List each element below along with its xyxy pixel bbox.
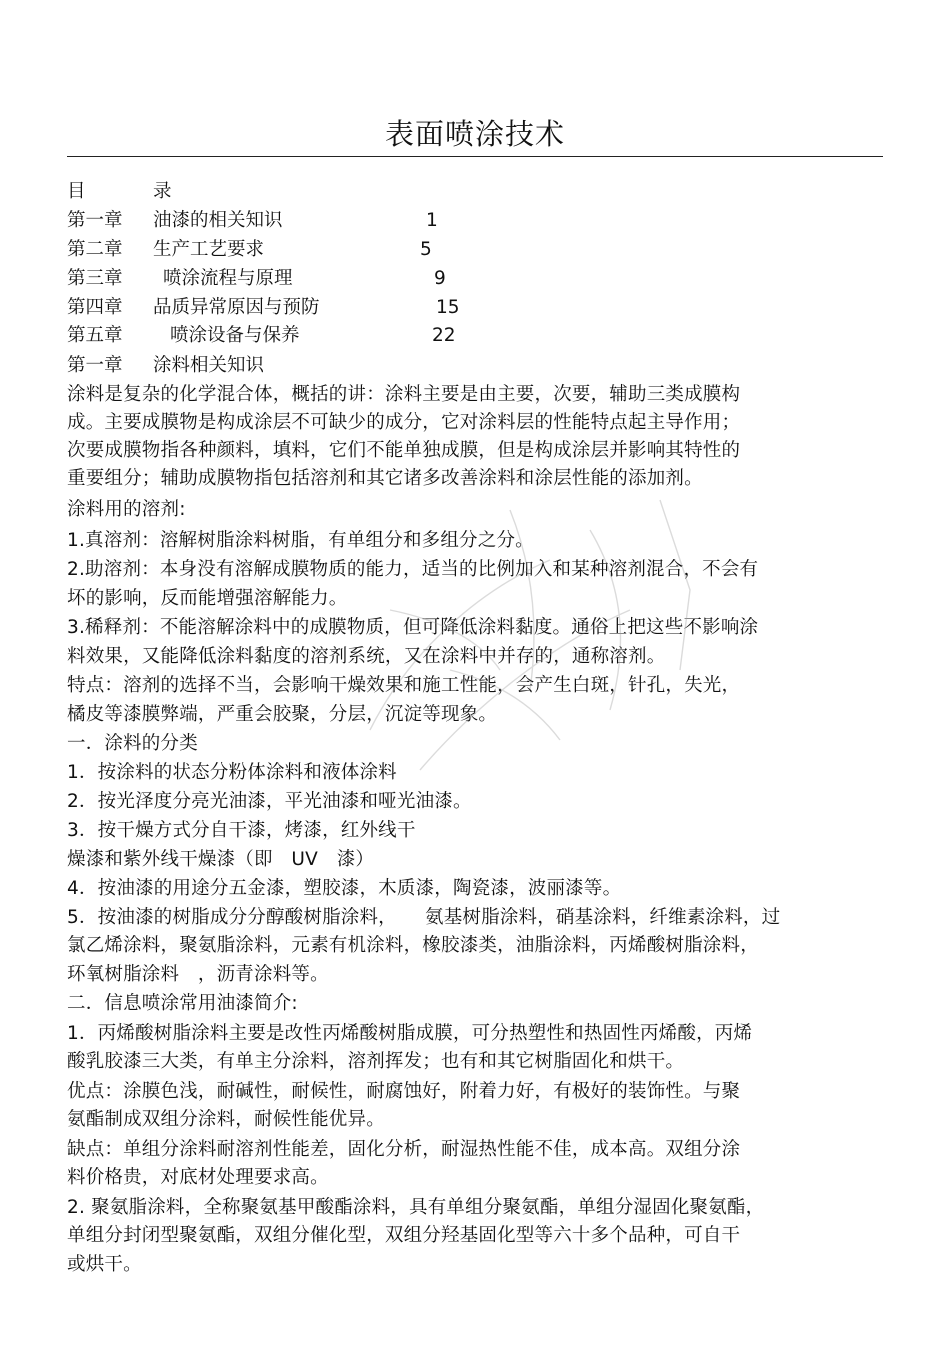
toc-page-number: 15 — [436, 297, 460, 318]
body-line: 或烘干。 — [67, 1254, 142, 1275]
body-line: 环氧树脂涂料 ，沥青涂料等。 — [67, 964, 329, 985]
body-line: 次要成膜物指各种颜料，填料，它们不能单独成膜，但是构成涂层并影响其特性的 — [67, 440, 741, 461]
toc-title: 生产工艺要求 — [153, 239, 265, 260]
body-line: 2．按光泽度分亮光油漆，平光油漆和哑光油漆。 — [67, 791, 472, 812]
body-line: 缺点：单组分涂料耐溶剂性能差，固化分析，耐湿热性能不佳，成本高。双组分涂 — [67, 1139, 741, 1160]
body-line: 涂料是复杂的化学混合体，概括的讲：涂料主要是由主要，次要，辅助三类成膜构 — [67, 384, 741, 405]
page-title: 表面喷涂技术 — [384, 117, 565, 151]
body-line: 橘皮等漆膜弊端，严重会胶聚，分层，沉淀等现象。 — [67, 704, 498, 725]
body-line: 二．信息喷涂常用油漆简介: — [67, 993, 298, 1014]
toc-page-number: 5 — [420, 239, 432, 260]
body-line: 3．按干燥方式分自干漆，烤漆，红外线干 — [67, 820, 416, 841]
body-line: 1．丙烯酸树脂涂料主要是改性丙烯酸树脂成膜，可分热塑性和热固性丙烯酸，丙烯 — [67, 1023, 753, 1044]
toc-heading-left: 目 — [67, 181, 86, 202]
body-line: 优点：涂膜色浅，耐碱性，耐候性，耐腐蚀好，附着力好，有极好的装饰性。与聚 — [67, 1081, 741, 1102]
body-line: 涂料用的溶剂: — [67, 499, 186, 520]
body-line: 燥漆和紫外线干燥漆（即 UV 漆） — [67, 849, 375, 870]
body-line: 一．涂料的分类 — [67, 733, 198, 754]
body-line: 料价格贵，对底材处理要求高。 — [67, 1167, 329, 1188]
toc-chapter: 第二章 — [67, 239, 123, 260]
body-line: 坏的影响，反而能增强溶解能力。 — [67, 588, 348, 609]
toc-title: 喷涂设备与保养 — [170, 325, 300, 346]
body-line: 1．按涂料的状态分粉体涂料和液体涂料 — [67, 762, 397, 783]
toc-heading-right: 录 — [153, 181, 172, 202]
body-line: 成。主要成膜物是构成涂层不可缺少的成分，它对涂料层的性能特点起主导作用； — [67, 412, 741, 433]
body-line: 3.稀释剂：不能溶解涂料中的成膜物质，但可降低涂料黏度。通俗上把这些不影响涂 — [67, 617, 759, 638]
toc-page-number: 22 — [432, 325, 456, 346]
body-line: 2.助溶剂：本身没有溶解成膜物质的能力，适当的比例加入和某种溶剂混合，不会有 — [67, 559, 759, 580]
body-line: 1.真溶剂：溶解树脂涂料树脂，有单组分和多组分之分。 — [67, 530, 534, 551]
body-line: 酸乳胶漆三大类，有单主分涂料，溶剂挥发；也有和其它树脂固化和烘干。 — [67, 1051, 685, 1072]
toc-chapter: 第一章 — [67, 210, 123, 231]
toc-title: 油漆的相关知识 — [153, 210, 283, 231]
title-divider — [67, 156, 883, 157]
body-line: 4．按油漆的用途分五金漆，塑胶漆，木质漆，陶瓷漆，波丽漆等。 — [67, 878, 622, 899]
toc-chapter: 第三章 — [67, 268, 123, 289]
body-line: 料效果，又能降低涂料黏度的溶剂系统，又在涂料中并存的，通称溶剂。 — [67, 646, 666, 667]
chapter-heading-number: 第一章 — [67, 355, 123, 376]
body-line: 特点：溶剂的选择不当，会影响干燥效果和施工性能，会产生白斑，针孔，失光， — [67, 675, 741, 696]
toc-page-number: 9 — [434, 268, 446, 289]
toc-chapter: 第四章 — [67, 297, 123, 318]
toc-chapter: 第五章 — [67, 325, 123, 346]
body-line: 重要组分；辅助成膜物指包括溶剂和其它诸多改善涂料和涂层性能的添加剂。 — [67, 468, 703, 489]
body-line: 单组分封闭型聚氨酯，双组分催化型，双组分羟基固化型等六十多个品种，可自干 — [67, 1225, 741, 1246]
body-line: 2. 聚氨脂涂料，全称聚氨基甲酸酯涂料，具有单组分聚氨酯，单组分湿固化聚氨酯， — [67, 1197, 765, 1218]
body-line: 氯乙烯涂料，聚氨脂涂料，元素有机涂料，橡胶漆类，油脂涂料，丙烯酸树脂涂料， — [67, 935, 759, 956]
chapter-heading-title: 涂料相关知识 — [153, 355, 265, 376]
body-line: 氨酯制成双组分涂料，耐候性能优异。 — [67, 1109, 385, 1130]
toc-title: 喷涂流程与原理 — [163, 268, 293, 289]
body-line: 5．按油漆的树脂成分分醇酸树脂涂料， 氨基树脂涂料，硝基涂料，纤维素涂料，过 — [67, 907, 781, 928]
toc-page-number: 1 — [426, 210, 438, 231]
toc-title: 品质异常原因与预防 — [153, 297, 320, 318]
